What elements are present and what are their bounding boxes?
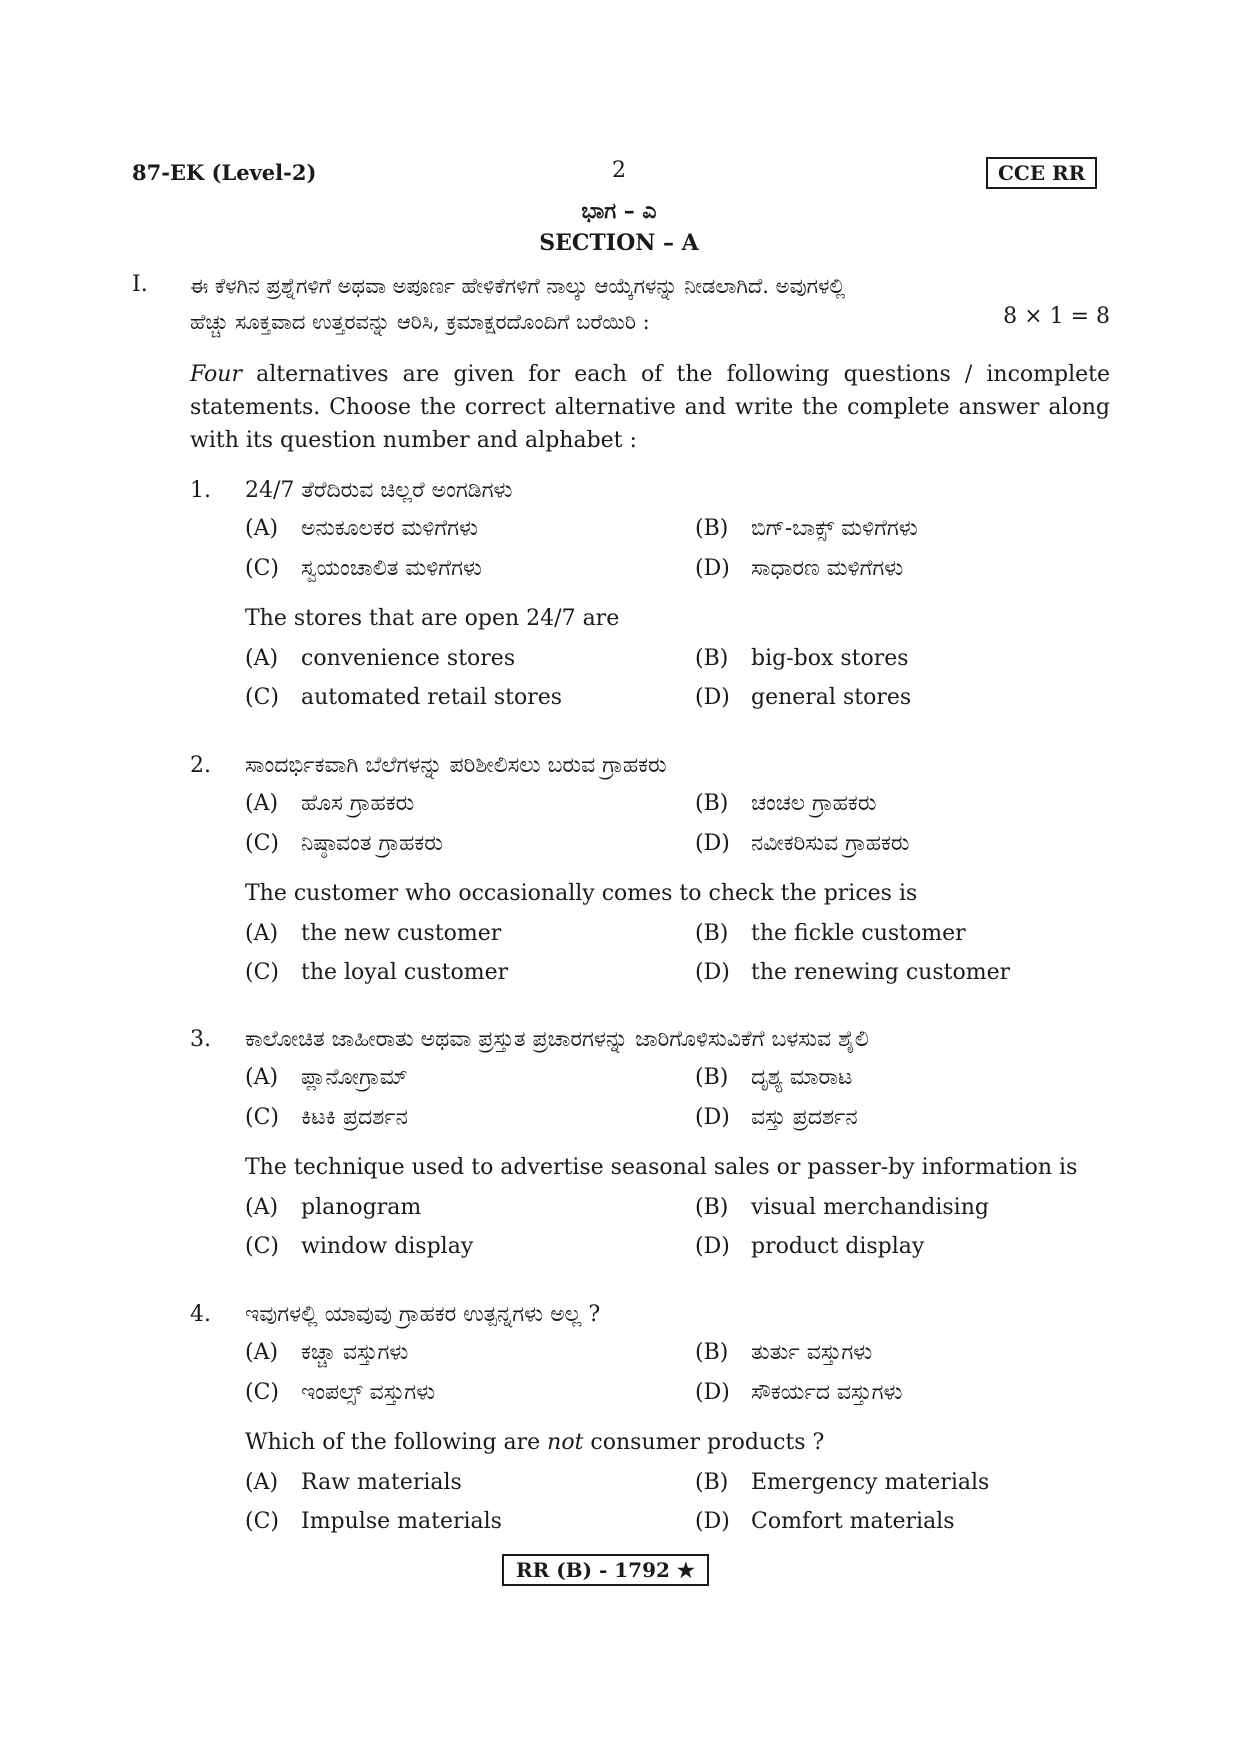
page-number: 2 (612, 158, 626, 183)
instruction-kannada-line1: ಈ ಕೆಳಗಿನ ಪ್ರಶ್ನೆಗಳಿಗೆ ಅಥವಾ ಅಪೂರ್ಣ ಹೇಳಿಕೆಗಳಿಗೆ ನಾಲ್ಕು ಆಯ್ಕೆಗಳನ್ನು ನೀಡಲಾಗಿದೆ. ಅವುಗಳಲ್ಲಿ (190, 274, 846, 298)
instruction-english (190, 358, 1110, 457)
option-c-kannada: (C) ಕಿಟಕಿ ಪ್ರದರ್ಶನ (245, 1105, 408, 1130)
question-text-kannada: ಸಾಂದರ್ಭಿಕವಾಗಿ ಬೆಲೆಗಳನ್ನು ಪರಿಶೀಲಿಸಲು ಬರುವ ಗ್ರಾಹಕರು (245, 753, 667, 778)
option-a-english: (A) Raw materials (245, 1470, 462, 1495)
footer-code-box: RR (B) - 1792 ★ (502, 1554, 709, 1586)
option-c-english: (C) Impulse materials (245, 1509, 502, 1534)
option-d-kannada: (D) ವಸ್ತು ಪ್ರದರ್ಶನ (695, 1105, 858, 1130)
option-a-kannada: (A) ಹೊಸ ಗ್ರಾಹಕರು (245, 791, 415, 816)
option-d-kannada: (D) ಸೌಕರ್ಯದ ವಸ್ತುಗಳು (695, 1380, 903, 1405)
question-number: 2. (190, 753, 211, 778)
option-a-english: (A) the new customer (245, 921, 502, 946)
option-b-kannada: (B) ತುರ್ತು ವಸ್ತುಗಳು (695, 1340, 873, 1365)
option-b-english: (B) big-box stores (695, 646, 909, 671)
option-a-english: (A) planogram (245, 1195, 422, 1220)
instruction-english-emphasis: Four (190, 362, 242, 387)
marks-allocation: 8 × 1 = 8 (1003, 304, 1110, 329)
question-text-kannada: ಇವುಗಳಲ್ಲಿ ಯಾವುವು ಗ್ರಾಹಕರ ಉತ್ಪನ್ನಗಳು ಅಲ್ಲ ? (245, 1302, 601, 1327)
question-number: 3. (190, 1027, 211, 1052)
instruction-english-text: alternatives are given for each of the following questions / incomplete statements. Choose the correct alternative and write the complete answer along with its question number and alphabet : (190, 362, 1110, 453)
question-text-kannada: ಕಾಲೋಚಿತ ಜಾಹೀರಾತು ಅಥವಾ ಪ್ರಸ್ತುತ ಪ್ರಚಾರಗಳನ್ನು ಜಾರಿಗೊಳಿಸುವಿಕೆಗೆ ಬಳಸುವ ಶೈಲಿ (245, 1027, 869, 1052)
option-d-english: (D) the renewing customer (695, 960, 1011, 985)
option-c-kannada: (C) ನಿಷ್ಠಾವಂತ ಗ್ರಾಹಕರು (245, 831, 443, 856)
question-text-english: The technique used to advertise seasonal sales or passer-by information is (245, 1155, 1078, 1180)
question-text-english: The customer who occasionally comes to check the prices is (245, 881, 918, 906)
option-d-kannada: (D) ನವೀಕರಿಸುವ ಗ್ರಾಹಕರು (695, 831, 910, 856)
option-b-english: (B) visual merchandising (695, 1195, 989, 1220)
option-d-english: (D) product display (695, 1234, 925, 1259)
instruction-kannada-line2: ಹೆಚ್ಚು ಸೂಕ್ತವಾದ ಉತ್ತರವನ್ನು ಆರಿಸಿ, ಕ್ರಮಾಕ್ಷರದೊಂದಿಗೆ ಬರೆಯಿರಿ : (190, 310, 650, 334)
option-c-english: (C) the loyal customer (245, 960, 509, 985)
option-b-kannada: (B) ದೃಶ್ಯ ಮಾರಾಟ (695, 1065, 853, 1090)
question-text-kannada: 24/7 ತೆರೆದಿರುವ ಚಿಲ್ಲರೆ ಅಂಗಡಿಗಳು (245, 478, 513, 503)
option-c-english: (C) automated retail stores (245, 685, 563, 710)
question-text-english: The stores that are open 24/7 are (245, 606, 620, 631)
option-c-english: (C) window display (245, 1234, 474, 1259)
option-b-kannada: (B) ಬಿಗ್-ಬಾಕ್ಸ್ ಮಳಿಗೆಗಳು (695, 516, 918, 541)
option-a-kannada: (A) ಪ್ಲಾನೋಗ್ರಾಮ್ (245, 1065, 408, 1090)
option-a-kannada: (A) ಅನುಕೂಲಕರ ಮಳಿಗೆಗಳು (245, 516, 478, 541)
section-title-kannada: ಭಾಗ – ಎ (581, 198, 657, 224)
paper-code: 87-EK (Level-2) (132, 160, 317, 185)
option-a-kannada: (A) ಕಚ್ಚಾ ವಸ್ತುಗಳು (245, 1340, 409, 1365)
option-c-kannada: (C) ಸ್ವಯಂಚಾಲಿತ ಮಳಿಗೆಗಳು (245, 556, 482, 581)
option-b-kannada: (B) ಚಂಚಲ ಗ್ರಾಹಕರು (695, 791, 877, 816)
option-d-english: (D) general stores (695, 685, 912, 710)
question-text-english: Which of the following are not consumer products ? (245, 1430, 825, 1455)
option-c-kannada: (C) ಇಂಪಲ್ಸ್ ವಸ್ತುಗಳು (245, 1380, 436, 1405)
option-a-english: (A) convenience stores (245, 646, 516, 671)
option-d-english: (D) Comfort materials (695, 1509, 955, 1534)
option-b-english: (B) the fickle customer (695, 921, 966, 946)
question-number: 1. (190, 478, 211, 503)
section-title-english: SECTION – A (539, 230, 699, 256)
option-b-english: (B) Emergency materials (695, 1470, 990, 1495)
instruction-number: I. (132, 272, 148, 297)
question-number: 4. (190, 1302, 211, 1327)
series-box: CCE RR (986, 157, 1097, 189)
instruction-kannada (190, 268, 1110, 340)
option-d-kannada: (D) ಸಾಧಾರಣ ಮಳಿಗೆಗಳು (695, 556, 904, 581)
